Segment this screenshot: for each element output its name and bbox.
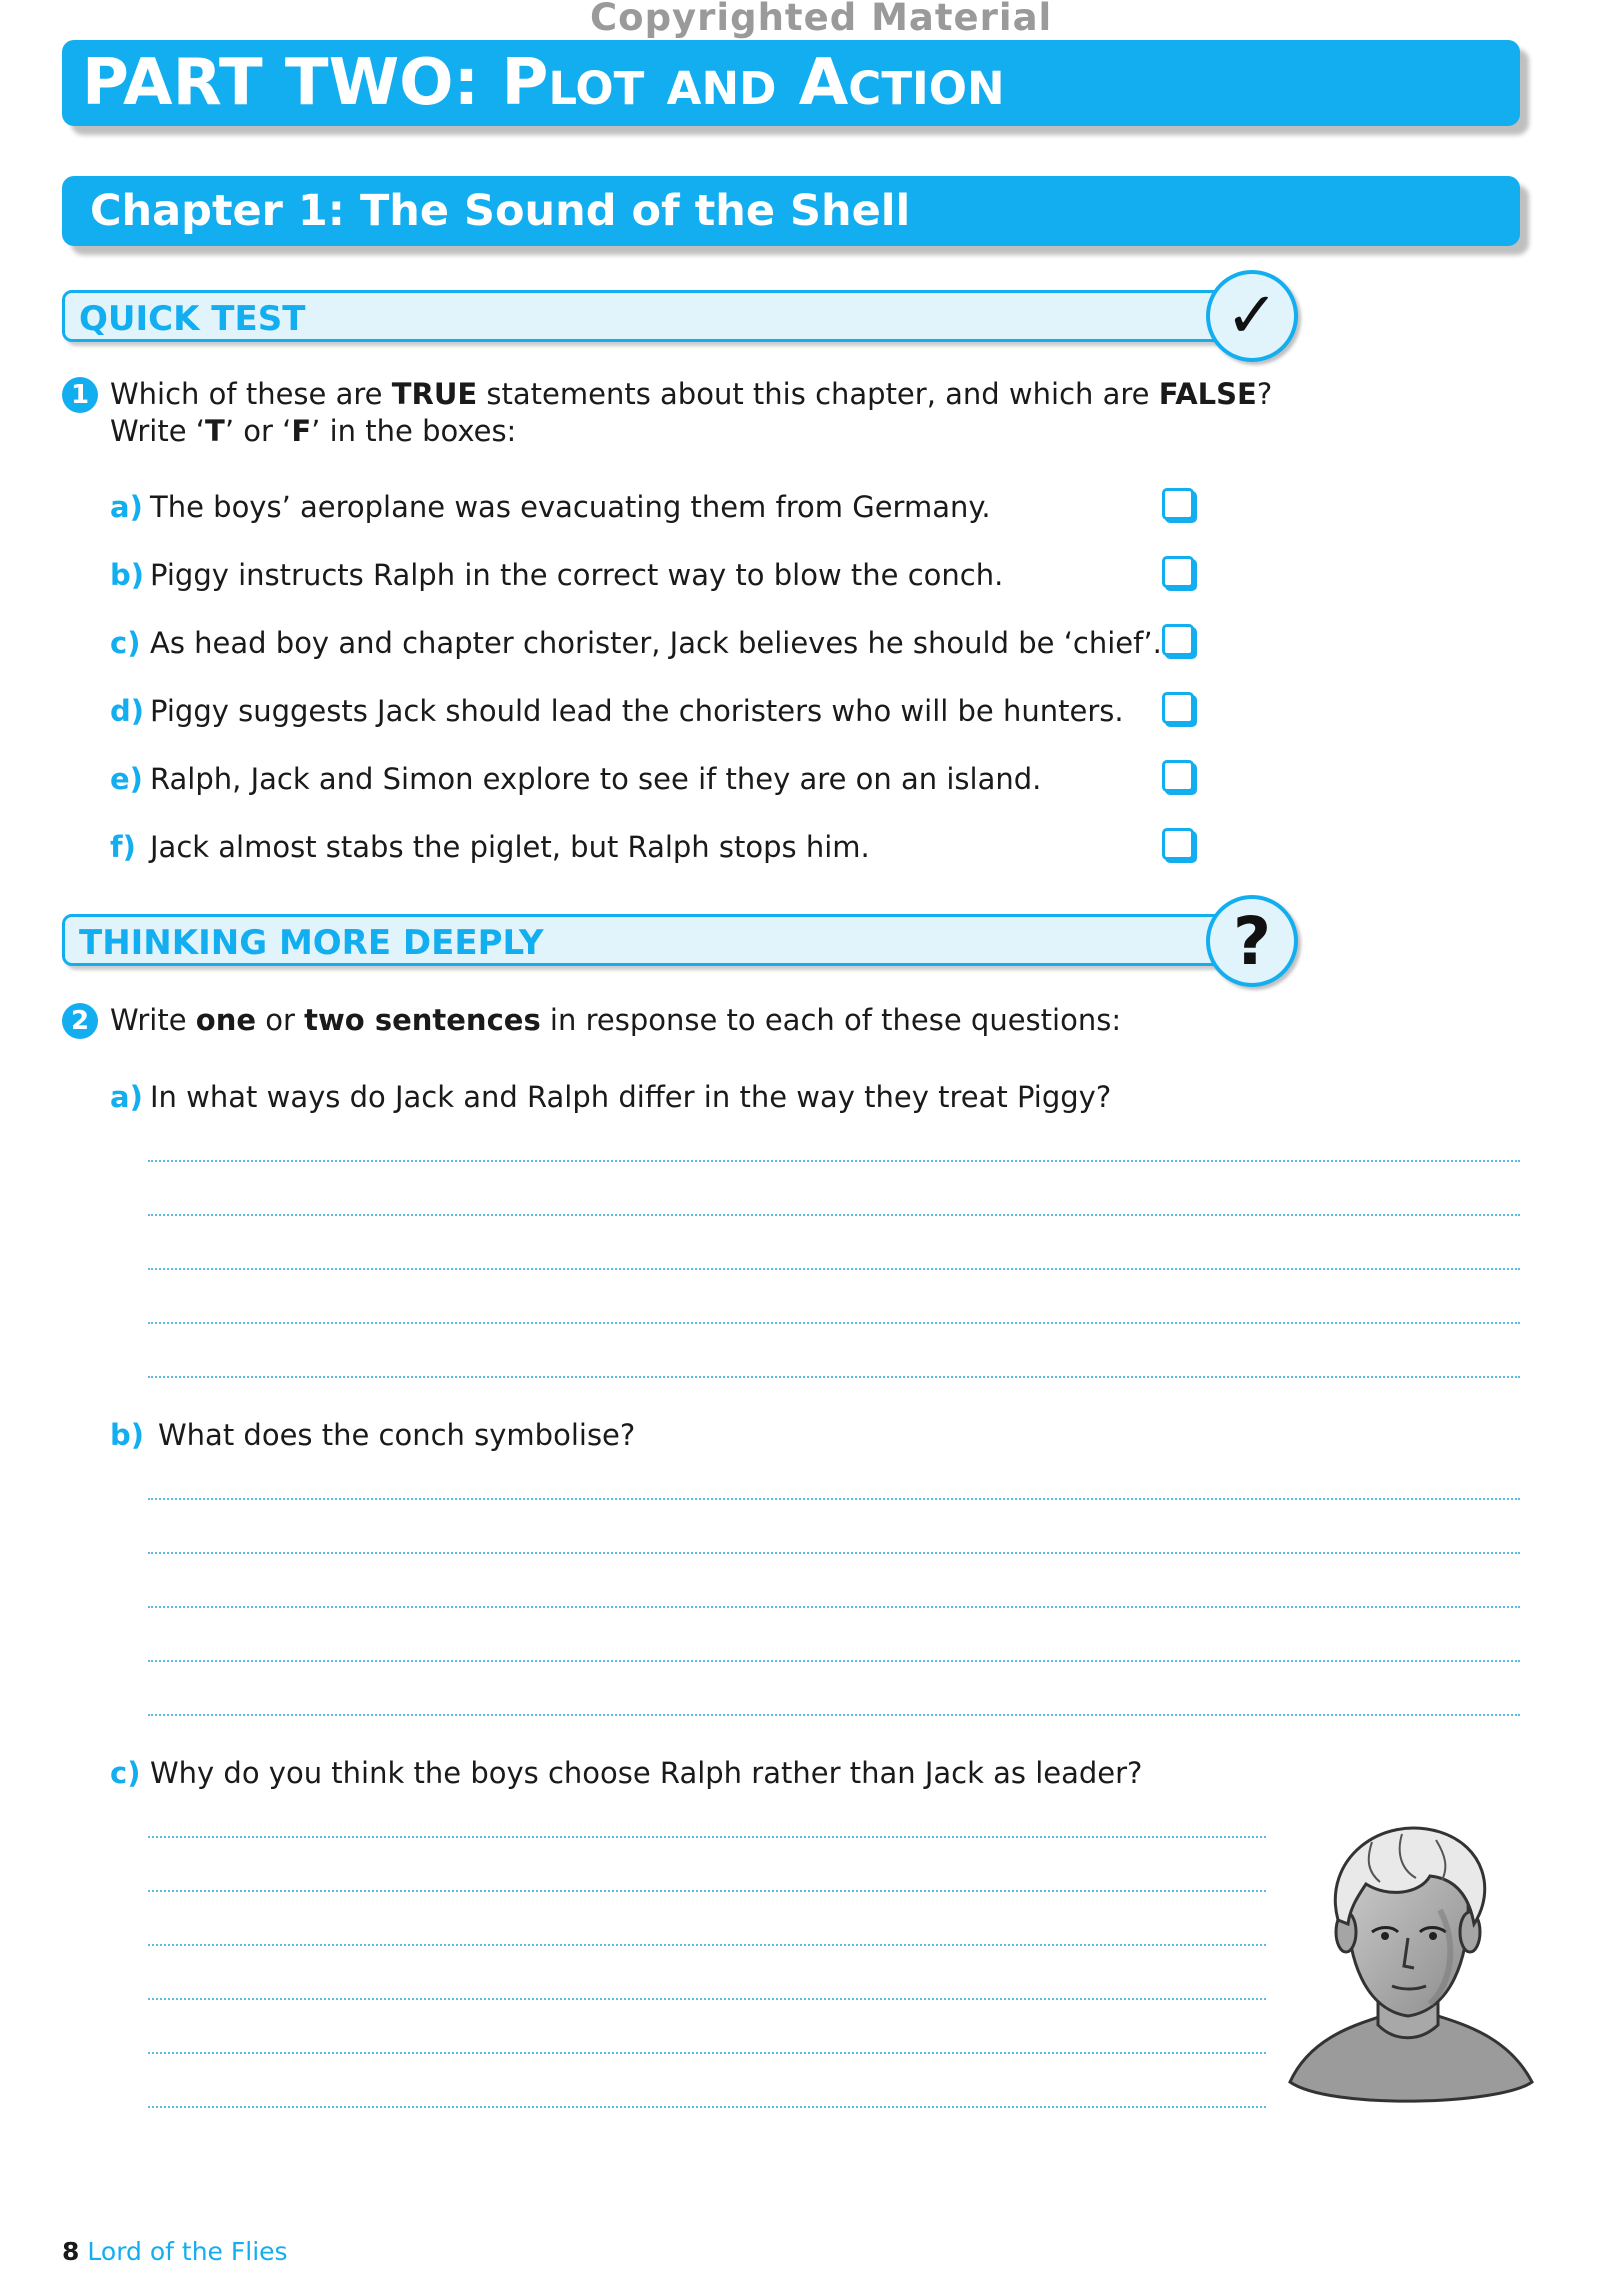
answer-line[interactable] [148, 2052, 1266, 2054]
question-number-2: 2 [62, 1003, 98, 1039]
instruction-text: Write ‘ [110, 414, 206, 448]
thinking-instruction [110, 1002, 1121, 1039]
answer-box-c[interactable] [1162, 624, 1194, 656]
chapter-banner [62, 176, 1520, 246]
part-title [82, 40, 1520, 126]
instruction-two-sentences: two sentences [304, 1003, 541, 1037]
statement-text: Piggy instructs Ralph in the correct way to blow the conch. [150, 558, 1004, 592]
statement-b [110, 555, 1003, 595]
instruction-false: FALSE [1158, 377, 1257, 411]
answer-line[interactable] [148, 1160, 1520, 1162]
statement-text: Piggy suggests Jack should lead the choristers who will be hunters. [150, 694, 1124, 728]
page-number: 8 [62, 2237, 80, 2266]
instruction-text: or [256, 1003, 305, 1037]
answer-line[interactable] [148, 1268, 1520, 1270]
quick-test-bar [62, 290, 1262, 342]
checkmark-icon: ✓ [1206, 270, 1298, 362]
copyright-watermark: Copyrighted Material [590, 0, 1053, 39]
instruction-text: ? [1256, 377, 1273, 411]
answer-line[interactable] [148, 1836, 1266, 1838]
answer-line[interactable] [148, 1214, 1520, 1216]
question-text: What does the conch symbolise? [158, 1418, 636, 1452]
instruction-text: ’ or ‘ [224, 414, 292, 448]
answer-line[interactable] [148, 1498, 1520, 1500]
answer-line[interactable] [148, 1890, 1266, 1892]
part-title-words: Plot and Action [501, 46, 1005, 120]
statement-a [110, 487, 991, 527]
statement-f [110, 827, 870, 867]
thinking-more-deeply-bar [62, 914, 1262, 966]
ralph-portrait-illustration [1270, 1820, 1540, 2120]
instruction-text: Which of these are [110, 377, 392, 411]
question-a [110, 1077, 1111, 1117]
statement-d [110, 691, 1124, 731]
question-text: In what ways do Jack and Ralph differ in the way they treat Piggy? [150, 1080, 1112, 1114]
part-title-lead: PART TWO: [82, 46, 480, 120]
page-footer [62, 2237, 288, 2266]
instruction-one: one [195, 1003, 257, 1037]
answer-line[interactable] [148, 1376, 1520, 1378]
instruction-text: in response to each of these questions: [540, 1003, 1122, 1037]
answer-line[interactable] [148, 1714, 1520, 1716]
statement-text: Jack almost stabs the piglet, but Ralph stops him. [150, 830, 870, 864]
statement-letter: b) [110, 558, 145, 592]
part-banner [62, 40, 1520, 126]
chapter-title: Chapter 1: The Sound of the Shell [90, 186, 911, 236]
answer-box-b[interactable] [1162, 556, 1194, 588]
question-letter: a) [110, 1080, 143, 1114]
instruction-text: statements about this chapter, and which are [477, 377, 1159, 411]
question-number-1: 1 [62, 377, 98, 413]
statement-e [110, 759, 1041, 799]
statement-text: Ralph, Jack and Simon explore to see if they are on an island. [150, 762, 1042, 796]
question-c [110, 1753, 1142, 1793]
question-letter: b) [110, 1418, 145, 1452]
instruction-t: T [205, 414, 225, 448]
statement-letter: f) [110, 830, 136, 864]
answer-line[interactable] [148, 1552, 1520, 1554]
statement-letter: c) [110, 626, 141, 660]
question-mark-icon: ? [1206, 895, 1298, 987]
answer-line[interactable] [148, 1606, 1520, 1608]
quick-test-instruction [110, 376, 1272, 450]
instruction-text: Write [110, 1003, 196, 1037]
answer-line[interactable] [148, 2106, 1266, 2108]
answer-line[interactable] [148, 1944, 1266, 1946]
answer-box-a[interactable] [1162, 488, 1194, 520]
book-title: Lord of the Flies [87, 2237, 288, 2266]
statement-letter: d) [110, 694, 145, 728]
answer-box-f[interactable] [1162, 828, 1194, 860]
instruction-f: F [291, 414, 312, 448]
answer-box-d[interactable] [1162, 692, 1194, 724]
statement-letter: e) [110, 762, 143, 796]
answer-line[interactable] [148, 1322, 1520, 1324]
question-b [110, 1415, 635, 1455]
statement-text: The boys’ aeroplane was evacuating them from Germany. [150, 490, 991, 524]
instruction-text: ’ in the boxes: [311, 414, 517, 448]
statement-c [110, 623, 1162, 663]
quick-test-heading: QUICK TEST [79, 299, 306, 339]
answer-box-e[interactable] [1162, 760, 1194, 792]
instruction-true: TRUE [391, 377, 478, 411]
statement-text: As head boy and chapter chorister, Jack believes he should be ‘chief’. [150, 626, 1162, 660]
question-letter: c) [110, 1756, 141, 1790]
statement-letter: a) [110, 490, 143, 524]
question-text: Why do you think the boys choose Ralph rather than Jack as leader? [150, 1756, 1143, 1790]
answer-line[interactable] [148, 1660, 1520, 1662]
thinking-more-deeply-heading: THINKING MORE DEEPLY [79, 923, 544, 963]
answer-line[interactable] [148, 1998, 1266, 2000]
